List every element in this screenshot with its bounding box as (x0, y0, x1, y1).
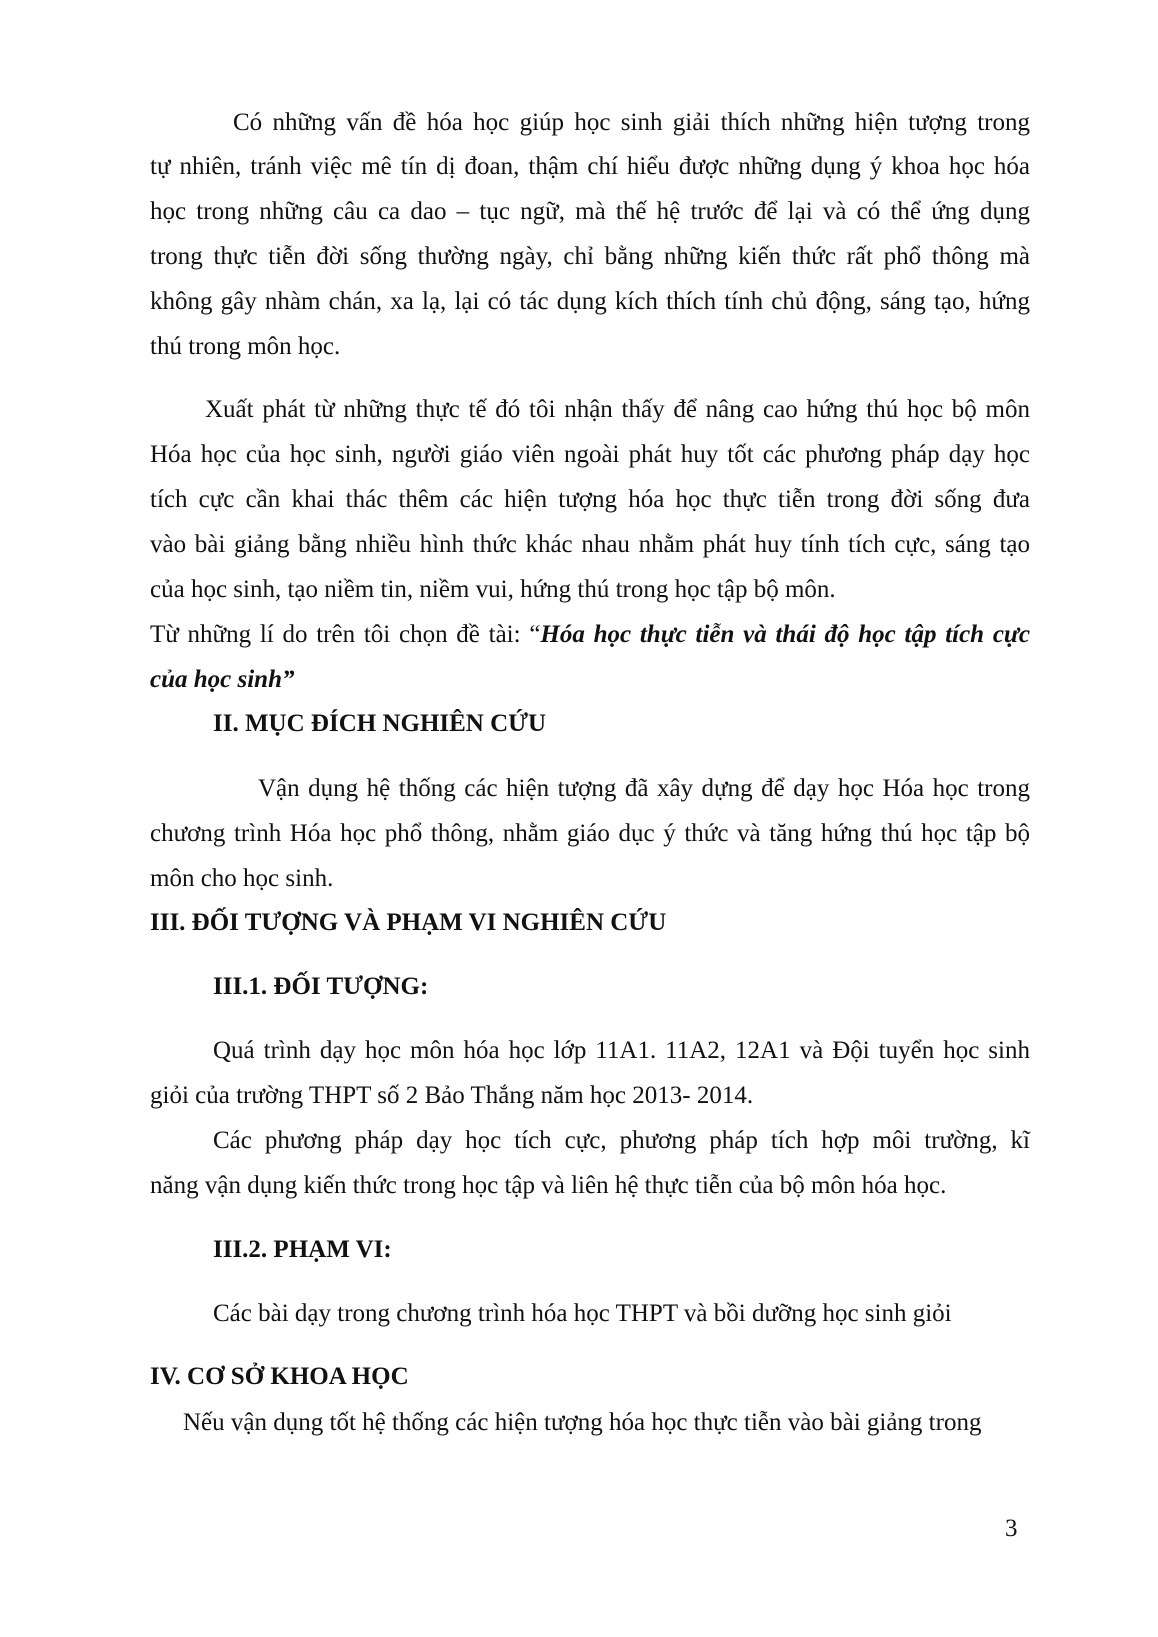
section-heading: II. MỤC ĐÍCH NGHIÊN CỨU (213, 710, 547, 737)
paragraph-line: tự nhiên, tránh việc mê tín dị đoan, thậm chí hiểu được những dụng ý khoa học hóa (150, 153, 1030, 180)
section-heading: III. ĐỐI TƯỢNG VÀ PHẠM VI NGHIÊN CỨU (150, 909, 667, 936)
paragraph-line: học trong những câu ca dao – tục ngữ, mà thế hệ trước để lại và có thể ứng dụng (150, 198, 1030, 225)
topic-line (150, 620, 1030, 650)
subsection-heading: III.1. ĐỐI TƯỢNG: (213, 973, 429, 1000)
topic-intro: Từ những lí do trên tôi chọn đề tài: “ (150, 621, 541, 648)
paragraph-line: tích cực cần khai thác thêm các hiện tượng hóa học thực tiễn trong đời sống đưa (150, 486, 1030, 513)
paragraph-line: thú trong môn học. (150, 333, 341, 360)
paragraph-line: chương trình Hóa học phổ thông, nhằm giáo dục ý thức và tăng hứng thú học tập bộ (150, 820, 1030, 847)
paragraph-line: Xuất phát từ những thực tế đó tôi nhận thấy để nâng cao hứng thú học bộ môn (205, 396, 1030, 423)
paragraph-line: Có những vấn đề hóa học giúp học sinh giải thích những hiện tượng trong (233, 109, 1030, 136)
paragraph-line: Nếu vận dụng tốt hệ thống các hiện tượng hóa học thực tiễn vào bài giảng trong (183, 1409, 982, 1436)
paragraph-line: của học sinh, tạo niềm tin, niềm vui, hứng thú trong học tập bộ môn. (150, 576, 836, 603)
paragraph-line: giỏi của trường THPT số 2 Bảo Thắng năm học 2013- 2014. (150, 1082, 754, 1109)
section-heading: IV. CƠ SỞ KHOA HỌC (150, 1363, 409, 1390)
paragraph-line: Quá trình dạy học môn hóa học lớp 11A1. 11A2, 12A1 và Đội tuyển học sinh (213, 1037, 1030, 1064)
paragraph-line: môn cho học sinh. (150, 865, 334, 892)
topic-title-continued: của học sinh” (150, 666, 295, 693)
paragraph-line: năng vận dụng kiến thức trong học tập và liên hệ thực tiễn của bộ môn hóa học. (150, 1172, 947, 1199)
paragraph-line: Các bài dạy trong chương trình hóa học THPT và bồi dưỡng học sinh giỏi (213, 1300, 952, 1327)
paragraph-line: Vận dụng hệ thống các hiện tượng đã xây dựng để dạy học Hóa học trong (258, 775, 1030, 802)
paragraph-line: Các phương pháp dạy học tích cực, phương pháp tích hợp môi trường, kĩ (213, 1127, 1030, 1154)
paragraph-line: không gây nhàm chán, xa lạ, lại có tác dụng kích thích tính chủ động, sáng tạo, hứng (150, 288, 1030, 315)
paragraph-line: vào bài giảng bằng nhiều hình thức khác nhau nhằm phát huy tính tích cực, sáng tạo (150, 531, 1030, 558)
topic-title: Hóa học thực tiễn và thái độ học tập tích cực (540, 621, 1030, 648)
paragraph-line: Hóa học của học sinh, người giáo viên ngoài phát huy tốt các phương pháp dạy học (150, 441, 1030, 468)
paragraph-line: trong thực tiễn đời sống thường ngày, chỉ bằng những kiến thức rất phổ thông mà (150, 243, 1030, 270)
subsection-heading: III.2. PHẠM VI: (213, 1236, 392, 1263)
page-number: 3 (1005, 1515, 1018, 1542)
